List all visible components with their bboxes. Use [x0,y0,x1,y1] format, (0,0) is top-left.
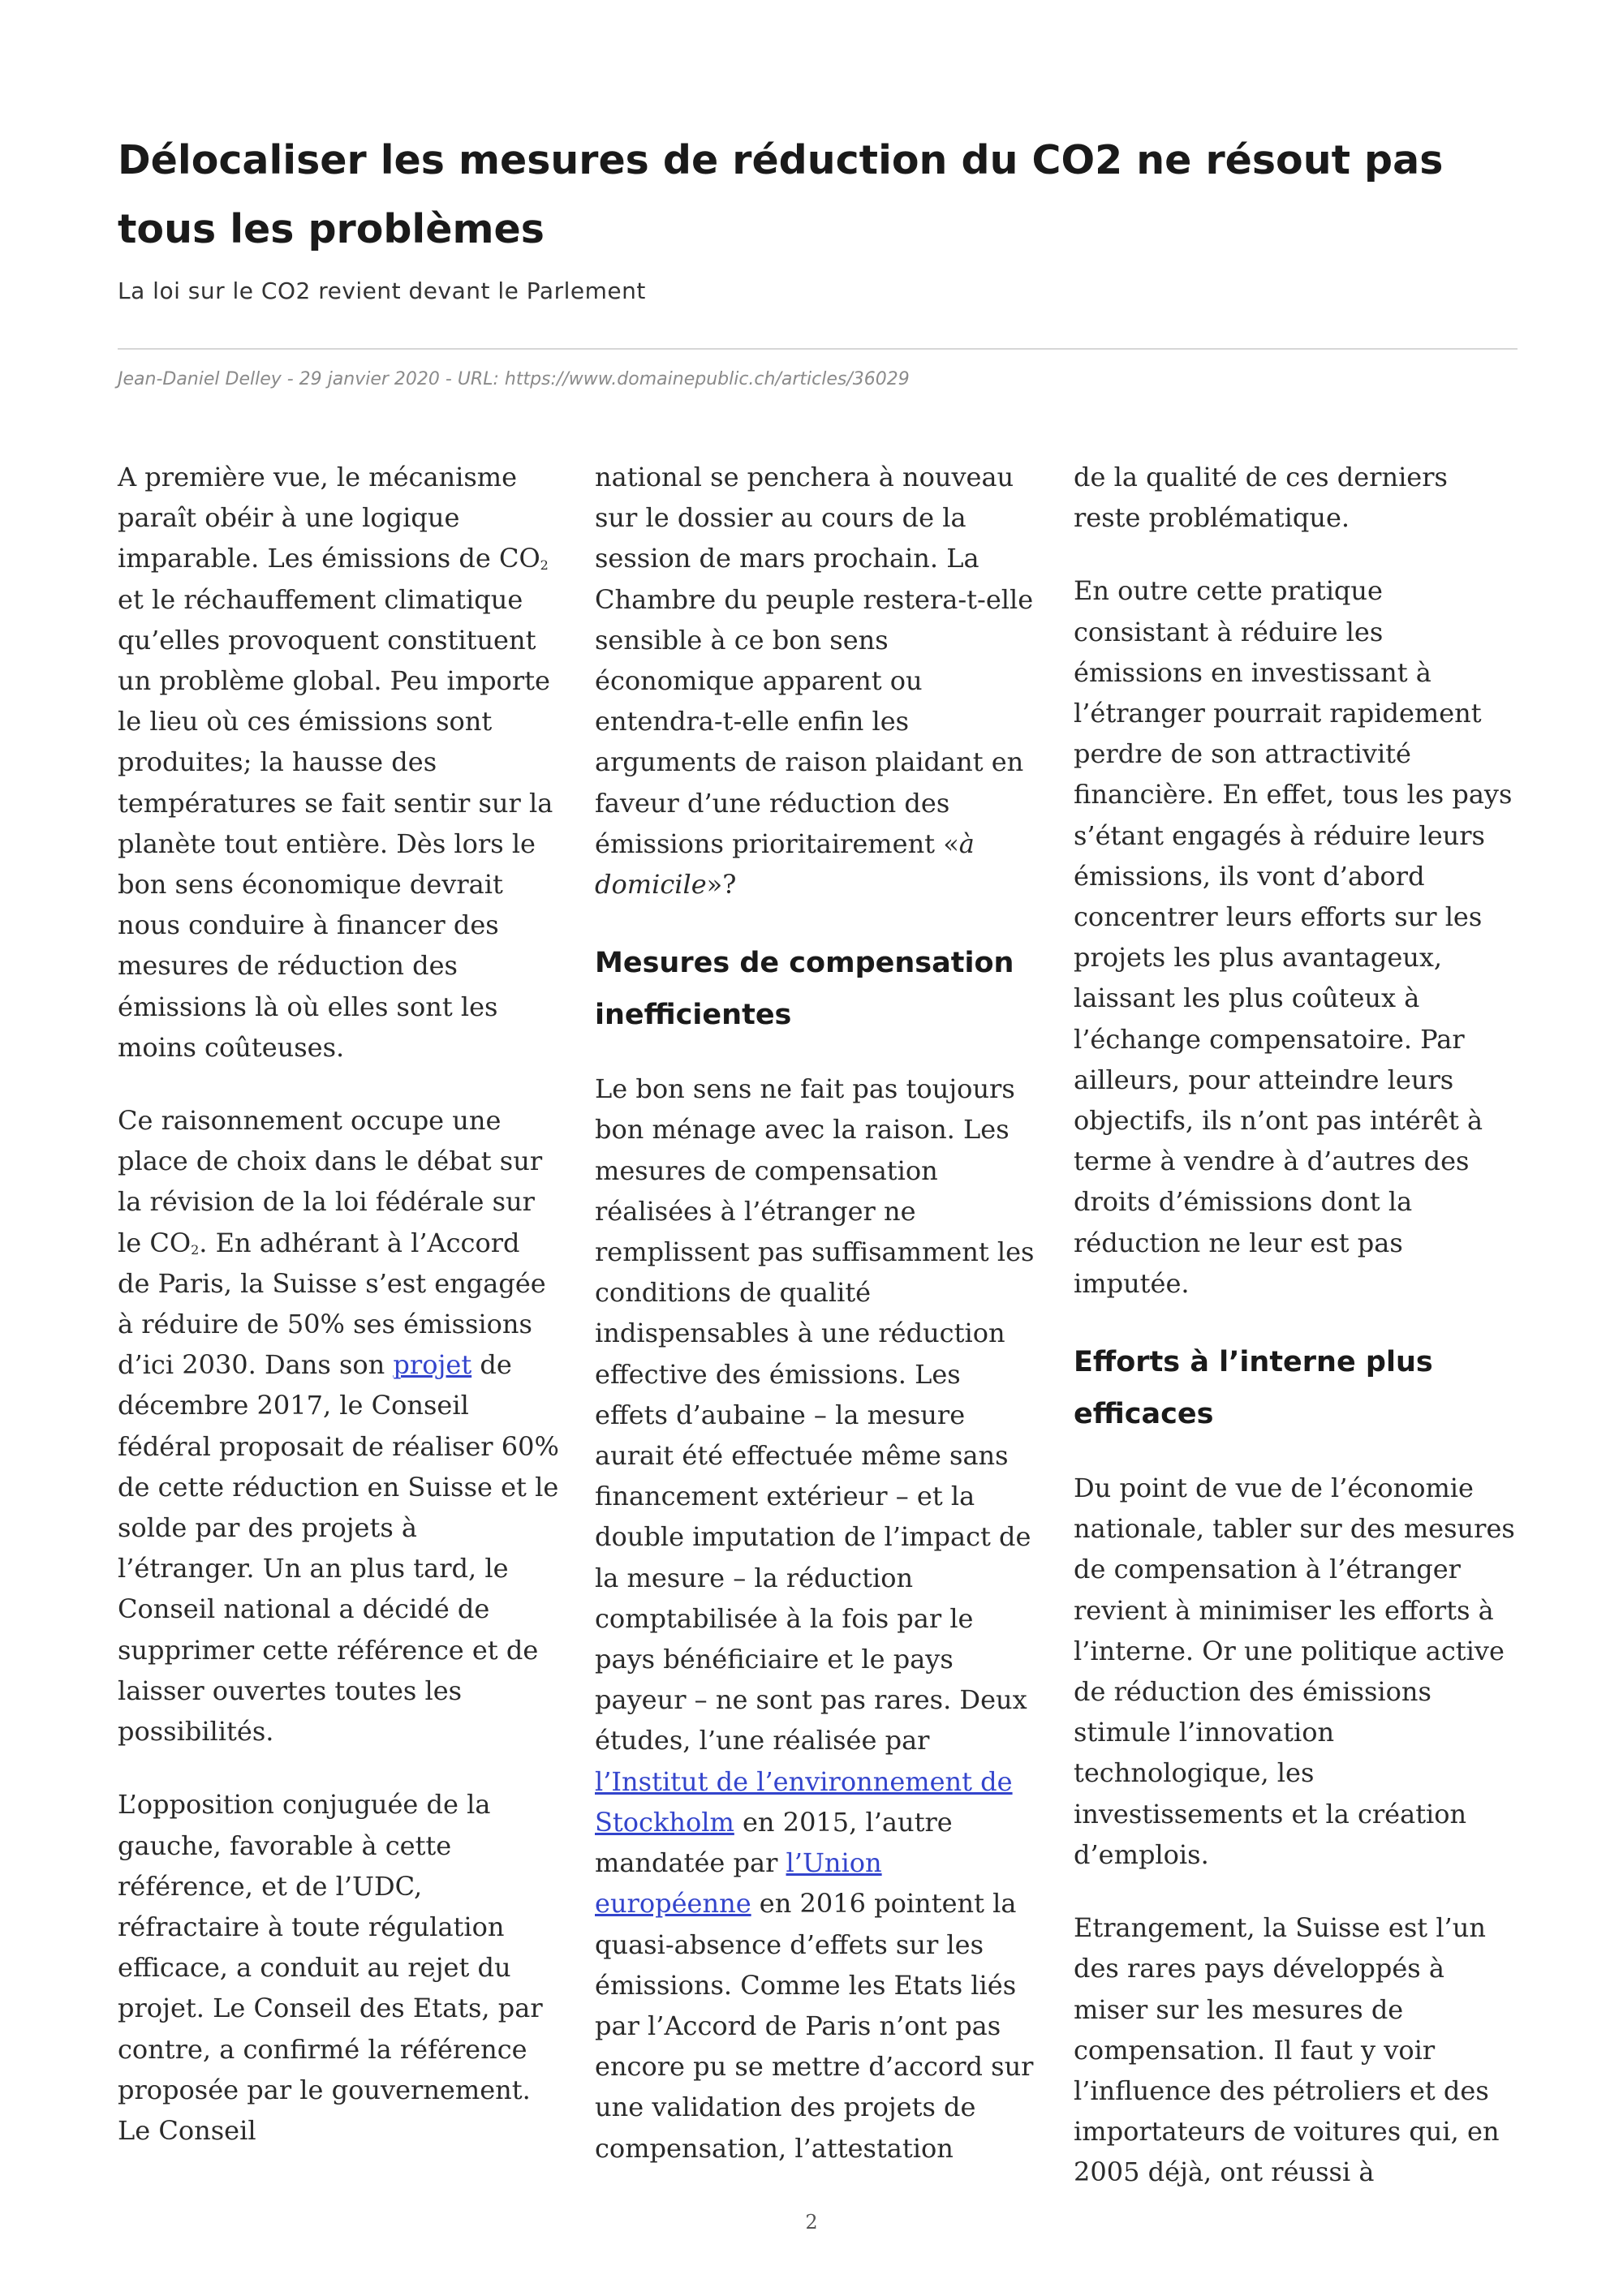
article-title: Délocaliser les mesures de réduction du CO2 ne résout pas tous les problèmes [118,137,1444,252]
link-stockholm-institute[interactable]: l’Institut de l’environnement de Stockholm [595,1765,1013,1838]
section-heading: Mesures de compensation inefficientes [595,947,1014,1032]
article-column-2 [595,457,1037,2201]
paragraph: Du point de vue de l’économie nationale, tabler sur des mesures de compensation à l’étranger revient à minimiser les efforts à l’interne. Or une politique active de réduction des émissions stimule l’innovation technologique, les investissements et la création d’emplois. [1074,1473,1515,1870]
paragraph: Le bon sens ne fait pas toujours bon ménage avec la raison. Les mesures de compensation réalisées à l’étranger ne remplissent pas suffisamment les conditions de qualité indispensables à une réduction effective des émissions. Les effets d’aubaine – la mesure aurait été effectuée même sans financement extérieur – et la double imputation de l’impact de la mesure – la réduction comptabilisée à la fois par le pays bénéficiaire et le pays payeur – ne sont pas rares. Deux études, l’une réalisée par l’Institut de l’environnement de Stockholm en 2015, l’autre mandatée par l’Union européenne en 2016 pointent la quasi-absence d’effets sur les émissions. Comme les Etats liés par l’Accord de Paris n’ont pas encore pu se mettre d’accord sur une validation des projets de compensation, l’attestation [595,1073,1035,2164]
paragraph: A première vue, le mécanisme paraît obéir à une logique imparable. Les émissions de $CO_2$ et le réchauffement climatique qu’elles provoquent constituent un problème global. Peu importe le lieu où ces émissions sont produites; la hausse des températures se fait sentir sur la planète tout entière. Dès lors le bon sens économique devrait nous conduire à financer des mesures de réduction des émissions là où elles sont les moins coûteuses. [118,462,553,1063]
paragraph: de la qualité de ces derniers reste problématique. [1074,462,1448,534]
article-column-1 [118,457,560,2183]
paragraph: Ce raisonnement occupe une place de choix dans le débat sur la révision de la loi fédérale sur le $CO_2$. En adhérant à l’Accord de Paris, la Suisse s’est engagée à réduire de 50% ses émissions d’ici 2030. Dans son projet de décembre 2017, le Conseil fédéral proposait de réaliser 60% de cette réduction en Suisse et le solde par des projets à l’étranger. Un an plus tard, le Conseil national a décidé de supprimer cette référence et de laisser ouvertes toutes les possibilités. [118,1105,559,1748]
paragraph: En outre cette pratique consistant à réduire les émissions en investissant à l’étranger pourrait rapidement perdre de son attractivité financière. En effet, tous les pays s’étant engagés à réduire leurs émissions, ils vont d’abord concentrer leurs efforts sur les projets les plus avantageux, laissant les plus coûteux à l’échange compensatoire. Par ailleurs, pour atteindre leurs objectifs, ils n’ont pas intérêt à terme à vendre à d’autres des droits d’émissions dont la réduction ne leur est pas imputée. [1074,575,1513,1299]
link-projet[interactable]: projet [393,1349,472,1381]
article-meta: Jean-Daniel Delley - 29 janvier 2020 - URL: https://www.domainepublic.ch/articles/36029 [118,369,910,389]
article-column-3 [1074,457,1516,2225]
page-number: 2 [805,2211,818,2234]
paragraph: L’opposition conjuguée de la gauche, favorable à cette référence, et de l’UDC, réfractaire à toute régulation efficace, a conduit au rejet du projet. Le Conseil des Etats, par contre, a confirmé la référence proposée par le gouvernement. Le Conseil [118,1789,543,2146]
article-subtitle: La loi sur le CO2 revient devant le Parlement [118,277,646,304]
link-european-union[interactable]: l’Union européenne [595,1847,882,1920]
header-divider [118,348,1518,350]
paragraph: national se penchera à nouveau sur le dossier au cours de la session de mars prochain. La Chambre du peuple restera-t-elle sensible à ce bon sens économique apparent ou entendra-t-elle enfin les arguments de raison plaidant en faveur d’une réduction des émissions prioritairement «à domicile»? [595,462,1034,901]
paragraph: Etrangement, la Suisse est l’un des rares pays développés à miser sur les mesures de compensation. Il faut y voir l’influence des pétroliers et des importateurs de voitures qui, en 2005 déjà, ont réussi à [1074,1912,1500,2188]
section-heading: Efforts à l’interne plus efficaces [1074,1346,1433,1431]
